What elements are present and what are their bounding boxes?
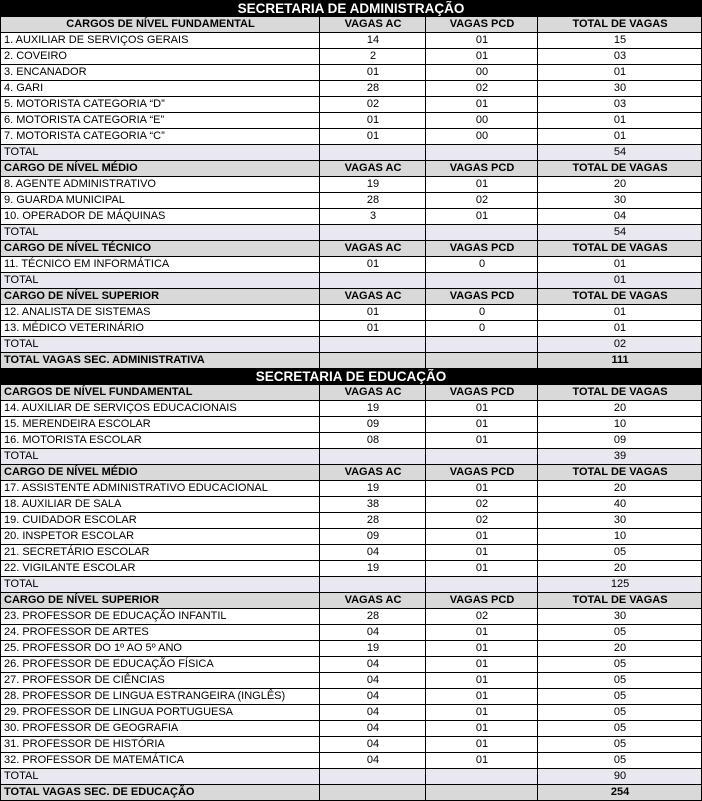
empty-cell <box>426 273 538 289</box>
vagas-ac-value: 01 <box>320 129 426 145</box>
column-header-cargo: CARGO DE NÍVEL MÉDIO <box>1 465 320 481</box>
section-grand-total-value: 111 <box>538 353 702 369</box>
vagas-pcd-value: 02 <box>426 497 538 513</box>
vagas-ac-value: 04 <box>320 657 426 673</box>
table-row <box>1 49 702 65</box>
column-header-vagas-ac: VAGAS AC <box>320 241 426 257</box>
table-row <box>1 33 702 49</box>
total-vagas-value: 20 <box>538 401 702 417</box>
column-header-total-vagas: TOTAL DE VAGAS <box>538 289 702 305</box>
vagas-ac-value: 14 <box>320 33 426 49</box>
total-vagas-value: 09 <box>538 433 702 449</box>
group-total-label: TOTAL <box>1 225 320 241</box>
group-header-row <box>1 289 702 305</box>
vagas-pcd-value: 01 <box>426 737 538 753</box>
position-name: 18. AUXILIAR DE SALA <box>1 497 320 513</box>
column-header-vagas-ac: VAGAS AC <box>320 17 426 33</box>
position-name: 25. PROFESSOR DO 1º AO 5º ANO <box>1 641 320 657</box>
section-title: SECRETARIA DE ADMINISTRAÇÃO <box>1 1 702 17</box>
total-vagas-value: 05 <box>538 689 702 705</box>
vagas-ac-value: 19 <box>320 561 426 577</box>
section-title-row <box>1 1 702 17</box>
table-row <box>1 305 702 321</box>
empty-cell <box>320 785 426 801</box>
vagas-ac-value: 2 <box>320 49 426 65</box>
position-name: 7. MOTORISTA CATEGORIA “C” <box>1 129 320 145</box>
total-vagas-value: 40 <box>538 497 702 513</box>
vagas-pcd-value: 01 <box>426 529 538 545</box>
group-header-row <box>1 161 702 177</box>
position-name: 1. AUXILIAR DE SERVIÇOS GERAIS <box>1 33 320 49</box>
vagas-pcd-value: 01 <box>426 481 538 497</box>
vagas-pcd-value: 01 <box>426 721 538 737</box>
vagas-ac-value: 28 <box>320 513 426 529</box>
vagas-ac-value: 04 <box>320 705 426 721</box>
position-name: 9. GUARDA MUNICIPAL <box>1 193 320 209</box>
total-vagas-value: 01 <box>538 257 702 273</box>
empty-cell <box>320 145 426 161</box>
group-total-value: 02 <box>538 337 702 353</box>
group-total-label: TOTAL <box>1 577 320 593</box>
vagas-ac-value: 19 <box>320 641 426 657</box>
column-header-vagas-pcd: VAGAS PCD <box>426 17 538 33</box>
position-name: 11. TÉCNICO EM INFORMÁTICA <box>1 257 320 273</box>
empty-cell <box>426 785 538 801</box>
group-total-value: 01 <box>538 273 702 289</box>
group-total-label: TOTAL <box>1 337 320 353</box>
table-row <box>1 65 702 81</box>
group-total-value: 39 <box>538 449 702 465</box>
group-total-label: TOTAL <box>1 273 320 289</box>
position-name: 16. MOTORISTA ESCOLAR <box>1 433 320 449</box>
column-header-vagas-pcd: VAGAS PCD <box>426 289 538 305</box>
vagas-ac-value: 28 <box>320 81 426 97</box>
total-vagas-value: 30 <box>538 609 702 625</box>
column-header-total-vagas: TOTAL DE VAGAS <box>538 161 702 177</box>
vagas-pcd-value: 01 <box>426 753 538 769</box>
table-row <box>1 129 702 145</box>
vagas-ac-value: 28 <box>320 609 426 625</box>
column-header-cargo: CARGO DE NÍVEL SUPERIOR <box>1 593 320 609</box>
position-name: 29. PROFESSOR DE LINGUA PORTUGUESA <box>1 705 320 721</box>
table-row <box>1 481 702 497</box>
vagas-pcd-value: 00 <box>426 113 538 129</box>
table-row <box>1 497 702 513</box>
table-row <box>1 433 702 449</box>
vagas-pcd-value: 02 <box>426 81 538 97</box>
vagas-pcd-value: 01 <box>426 33 538 49</box>
vagas-ac-value: 04 <box>320 737 426 753</box>
position-name: 32. PROFESSOR DE MATEMÁTICA <box>1 753 320 769</box>
table-row <box>1 625 702 641</box>
table-row <box>1 321 702 337</box>
table-row <box>1 641 702 657</box>
column-header-vagas-pcd: VAGAS PCD <box>426 465 538 481</box>
table-row <box>1 689 702 705</box>
section-grand-total-row <box>1 353 702 369</box>
table-row <box>1 561 702 577</box>
group-total-label: TOTAL <box>1 145 320 161</box>
group-total-value: 54 <box>538 145 702 161</box>
empty-cell <box>320 577 426 593</box>
vagas-ac-value: 3 <box>320 209 426 225</box>
empty-cell <box>426 225 538 241</box>
vagas-ac-value: 02 <box>320 97 426 113</box>
column-header-vagas-pcd: VAGAS PCD <box>426 385 538 401</box>
total-vagas-value: 03 <box>538 97 702 113</box>
vagas-pcd-value: 0 <box>426 257 538 273</box>
position-name: 27. PROFESSOR DE CIÊNCIAS <box>1 673 320 689</box>
position-name: 4. GARI <box>1 81 320 97</box>
position-name: 31. PROFESSOR DE HISTÓRIA <box>1 737 320 753</box>
total-vagas-value: 30 <box>538 513 702 529</box>
total-vagas-value: 01 <box>538 113 702 129</box>
total-vagas-value: 05 <box>538 737 702 753</box>
vagas-ac-value: 04 <box>320 625 426 641</box>
vagas-pcd-value: 01 <box>426 689 538 705</box>
position-name: 6. MOTORISTA CATEGORIA “E” <box>1 113 320 129</box>
vagas-pcd-value: 01 <box>426 97 538 113</box>
table-row <box>1 417 702 433</box>
vagas-ac-value: 04 <box>320 545 426 561</box>
empty-cell <box>320 225 426 241</box>
vagas-pcd-value: 00 <box>426 129 538 145</box>
vagas-pcd-value: 01 <box>426 657 538 673</box>
total-vagas-value: 15 <box>538 33 702 49</box>
empty-cell <box>426 769 538 785</box>
column-header-cargo: CARGOS DE NÍVEL FUNDAMENTAL <box>1 17 320 33</box>
position-name: 28. PROFESSOR DE LINGUA ESTRANGEIRA (INGLÊS) <box>1 689 320 705</box>
column-header-total-vagas: TOTAL DE VAGAS <box>538 17 702 33</box>
column-header-cargo: CARGOS DE NÍVEL FUNDAMENTAL <box>1 385 320 401</box>
section-grand-total-row <box>1 785 702 801</box>
position-name: 19. CUIDADOR ESCOLAR <box>1 513 320 529</box>
group-total-value: 54 <box>538 225 702 241</box>
empty-cell <box>426 145 538 161</box>
vagas-ac-value: 04 <box>320 689 426 705</box>
column-header-total-vagas: TOTAL DE VAGAS <box>538 385 702 401</box>
column-header-vagas-ac: VAGAS AC <box>320 161 426 177</box>
position-name: 23. PROFESSOR DE EDUCAÇÃO INFANTIL <box>1 609 320 625</box>
column-header-cargo: CARGO DE NÍVEL MÉDIO <box>1 161 320 177</box>
column-header-vagas-ac: VAGAS AC <box>320 593 426 609</box>
table-row <box>1 673 702 689</box>
section-title: SECRETARIA DE EDUCAÇÃO <box>1 369 702 385</box>
total-vagas-value: 03 <box>538 49 702 65</box>
position-name: 13. MÉDICO VETERINÁRIO <box>1 321 320 337</box>
empty-cell <box>426 577 538 593</box>
total-vagas-value: 05 <box>538 625 702 641</box>
position-name: 10. OPERADOR DE MÁQUINAS <box>1 209 320 225</box>
vagas-ac-value: 19 <box>320 401 426 417</box>
total-vagas-value: 10 <box>538 529 702 545</box>
vagas-pcd-value: 01 <box>426 625 538 641</box>
vagas-pcd-value: 01 <box>426 673 538 689</box>
group-total-row <box>1 449 702 465</box>
group-total-row <box>1 337 702 353</box>
column-header-vagas-pcd: VAGAS PCD <box>426 593 538 609</box>
column-header-vagas-ac: VAGAS AC <box>320 465 426 481</box>
total-vagas-value: 10 <box>538 417 702 433</box>
empty-cell <box>320 449 426 465</box>
group-total-label: TOTAL <box>1 449 320 465</box>
group-total-row <box>1 145 702 161</box>
table-row <box>1 753 702 769</box>
empty-cell <box>426 337 538 353</box>
empty-cell <box>320 273 426 289</box>
column-header-total-vagas: TOTAL DE VAGAS <box>538 241 702 257</box>
vagas-pcd-value: 0 <box>426 305 538 321</box>
position-name: 3. ENCANADOR <box>1 65 320 81</box>
vagas-ac-value: 09 <box>320 417 426 433</box>
vagas-ac-value: 19 <box>320 481 426 497</box>
position-name: 24. PROFESSOR DE ARTES <box>1 625 320 641</box>
empty-cell <box>320 337 426 353</box>
total-vagas-value: 20 <box>538 561 702 577</box>
group-header-row <box>1 17 702 33</box>
vagas-ac-value: 09 <box>320 529 426 545</box>
group-total-value: 125 <box>538 577 702 593</box>
group-total-row <box>1 769 702 785</box>
vagas-ac-value: 01 <box>320 113 426 129</box>
total-vagas-value: 04 <box>538 209 702 225</box>
group-header-row <box>1 465 702 481</box>
table-row <box>1 529 702 545</box>
group-header-row <box>1 593 702 609</box>
position-name: 2. COVEIRO <box>1 49 320 65</box>
vagas-ac-value: 01 <box>320 305 426 321</box>
section-title-row <box>1 369 702 385</box>
table-row <box>1 737 702 753</box>
vagas-ac-value: 19 <box>320 177 426 193</box>
total-vagas-value: 05 <box>538 721 702 737</box>
vagas-pcd-value: 01 <box>426 177 538 193</box>
vagas-pcd-value: 01 <box>426 561 538 577</box>
table-row <box>1 193 702 209</box>
group-header-row <box>1 385 702 401</box>
group-total-label: TOTAL <box>1 769 320 785</box>
position-name: 14. AUXILIAR DE SERVIÇOS EDUCACIONAIS <box>1 401 320 417</box>
table-row <box>1 513 702 529</box>
table-row <box>1 81 702 97</box>
position-name: 30. PROFESSOR DE GEOGRAFIA <box>1 721 320 737</box>
empty-cell <box>426 449 538 465</box>
total-vagas-value: 30 <box>538 81 702 97</box>
vagas-ac-value: 04 <box>320 753 426 769</box>
column-header-vagas-ac: VAGAS AC <box>320 289 426 305</box>
vagas-pcd-value: 02 <box>426 513 538 529</box>
table-row <box>1 97 702 113</box>
position-name: 8. AGENTE ADMINISTRATIVO <box>1 177 320 193</box>
vagas-pcd-value: 0 <box>426 321 538 337</box>
table-row <box>1 721 702 737</box>
vagas-pcd-value: 01 <box>426 705 538 721</box>
table-row <box>1 177 702 193</box>
table-row <box>1 545 702 561</box>
vagas-pcd-value: 01 <box>426 417 538 433</box>
total-vagas-value: 05 <box>538 753 702 769</box>
vagas-pcd-value: 01 <box>426 49 538 65</box>
table-row <box>1 113 702 129</box>
table-row <box>1 705 702 721</box>
total-vagas-value: 05 <box>538 545 702 561</box>
vagas-pcd-value: 02 <box>426 609 538 625</box>
total-vagas-value: 01 <box>538 305 702 321</box>
section-grand-total-value: 254 <box>538 785 702 801</box>
table-row <box>1 609 702 625</box>
vagas-ac-value: 28 <box>320 193 426 209</box>
vagas-pcd-value: 00 <box>426 65 538 81</box>
column-header-total-vagas: TOTAL DE VAGAS <box>538 465 702 481</box>
total-vagas-value: 20 <box>538 177 702 193</box>
vagas-ac-value: 01 <box>320 321 426 337</box>
group-total-value: 90 <box>538 769 702 785</box>
group-total-row <box>1 225 702 241</box>
group-total-row <box>1 577 702 593</box>
table-row <box>1 401 702 417</box>
vagas-pcd-value: 01 <box>426 209 538 225</box>
position-name: 22. VIGILANTE ESCOLAR <box>1 561 320 577</box>
position-name: 5. MOTORISTA CATEGORIA “D” <box>1 97 320 113</box>
section-grand-total-label: TOTAL VAGAS SEC. ADMINISTRATIVA <box>1 353 320 369</box>
table-row <box>1 209 702 225</box>
total-vagas-value: 05 <box>538 673 702 689</box>
vagas-pcd-value: 02 <box>426 193 538 209</box>
total-vagas-value: 01 <box>538 321 702 337</box>
group-header-row <box>1 241 702 257</box>
vagas-pcd-value: 01 <box>426 641 538 657</box>
column-header-vagas-ac: VAGAS AC <box>320 385 426 401</box>
vagas-pcd-value: 01 <box>426 401 538 417</box>
vagas-ac-value: 04 <box>320 673 426 689</box>
column-header-cargo: CARGO DE NÍVEL SUPERIOR <box>1 289 320 305</box>
column-header-vagas-pcd: VAGAS PCD <box>426 241 538 257</box>
group-total-row <box>1 273 702 289</box>
position-name: 26. PROFESSOR DE EDUCAÇÃO FÍSICA <box>1 657 320 673</box>
total-vagas-value: 05 <box>538 657 702 673</box>
empty-cell <box>320 769 426 785</box>
total-vagas-value: 30 <box>538 193 702 209</box>
position-name: 20. INSPETOR ESCOLAR <box>1 529 320 545</box>
vagas-ac-value: 01 <box>320 257 426 273</box>
vagas-ac-value: 38 <box>320 497 426 513</box>
column-header-total-vagas: TOTAL DE VAGAS <box>538 593 702 609</box>
table-row <box>1 657 702 673</box>
position-name: 12. ANALISTA DE SISTEMAS <box>1 305 320 321</box>
section-grand-total-label: TOTAL VAGAS SEC. DE EDUCAÇÃO <box>1 785 320 801</box>
vagas-pcd-value: 01 <box>426 433 538 449</box>
total-vagas-value: 01 <box>538 129 702 145</box>
empty-cell <box>320 353 426 369</box>
vagas-ac-value: 08 <box>320 433 426 449</box>
table-row <box>1 257 702 273</box>
empty-cell <box>426 353 538 369</box>
position-name: 21. SECRETÁRIO ESCOLAR <box>1 545 320 561</box>
vagas-ac-value: 01 <box>320 65 426 81</box>
column-header-cargo: CARGO DE NÍVEL TÉCNICO <box>1 241 320 257</box>
total-vagas-value: 05 <box>538 705 702 721</box>
vagas-pcd-value: 01 <box>426 545 538 561</box>
position-name: 17. ASSISTENTE ADMINISTRATIVO EDUCACIONAL <box>1 481 320 497</box>
total-vagas-value: 20 <box>538 641 702 657</box>
total-vagas-value: 20 <box>538 481 702 497</box>
position-name: 15. MERENDEIRA ESCOLAR <box>1 417 320 433</box>
total-vagas-value: 01 <box>538 65 702 81</box>
column-header-vagas-pcd: VAGAS PCD <box>426 161 538 177</box>
vagas-ac-value: 04 <box>320 721 426 737</box>
